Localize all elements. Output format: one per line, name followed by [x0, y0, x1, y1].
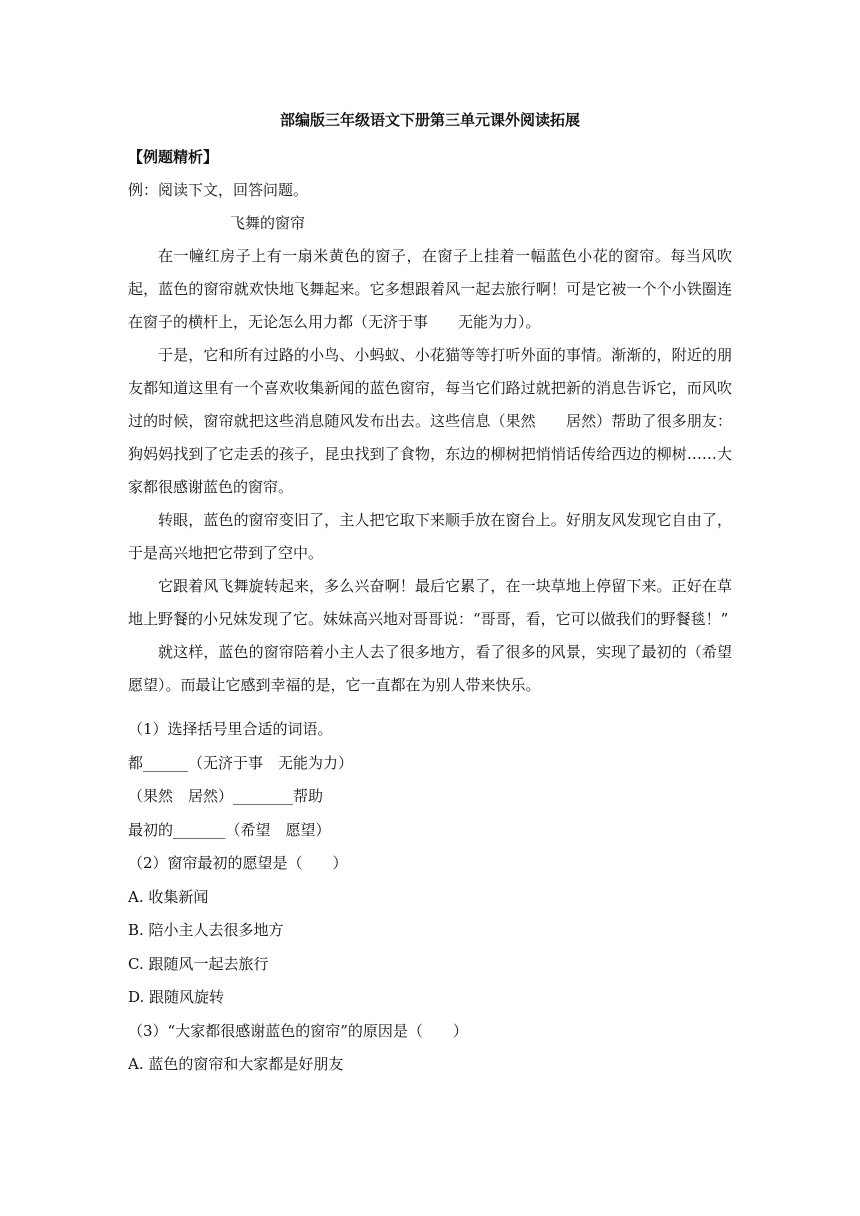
question-1-item: 都______（无济于事 无能为力） — [128, 754, 354, 772]
story-title: 飞舞的窗帘 — [230, 214, 306, 232]
question-1-stem: （1）选择括号里合适的词语。 — [128, 720, 333, 738]
document-title: 部编版三年级语文下册第三单元课外阅读拓展 — [279, 111, 580, 129]
intro-instruction: 例：阅读下文，回答问题。 — [128, 181, 309, 199]
question-1-item: 最初的_______（希望 愿望） — [128, 821, 331, 839]
paragraph-1: 在一幢红房子上有一扇米黄色的窗子，在窗子上挂着一幅蓝色小花的窗帘。每当风吹起，蓝色的窗帘就欢快地飞舞起来。它多想跟着风一起去旅行啊！可是它被一个个小铁圈连在窗子的横杆上，无论怎么用力都（无济于事 无能为力）。 — [128, 247, 732, 331]
question-3-stem: （3）“大家都很感谢蓝色的窗帘”的原因是（ ） — [128, 1022, 468, 1040]
paragraph-2: 于是，它和所有过路的小鸟、小蚂蚁、小花猫等等打听外面的事情。渐渐的，附近的朋友都知道这里有一个喜欢收集新闻的蓝色窗帘，每当它们路过就把新的消息告诉它，而风吹过的时候，窗帘就把这些消息随风发布出去。这些信息（果然 居然）帮助了很多朋友：狗妈妈找到了它走丢的孩子，昆虫找到了食物，东边的柳树把悄悄话传给西边的柳树……大家都很感谢蓝色的窗帘。 — [128, 346, 732, 496]
paragraph-3: 转眼，蓝色的窗帘变旧了，主人把它取下来顺手放在窗台上。好朋友风发现它自由了，于是高兴地把它带到了空中。 — [128, 511, 732, 562]
paragraph-4: 它跟着风飞舞旋转起来，多么兴奋啊！最后它累了，在一块草地上停留下来。正好在草地上野餐的小兄妹发现了它。妹妹高兴地对哥哥说：“哥哥，看，它可以做我们的野餐毯！” — [128, 577, 732, 628]
question-2-option-c: C. 跟随风一起去旅行 — [128, 955, 269, 973]
paragraph-5: 就这样，蓝色的窗帘陪着小主人去了很多地方，看了很多的风景，实现了最初的（希望 愿望）。而最让它感到幸福的是，它一直都在为别人带来快乐。 — [128, 643, 763, 694]
section-header: 【例题精析】 — [128, 148, 219, 166]
question-2-option-a: A. 收集新闻 — [128, 888, 209, 906]
question-2-option-d: D. 跟随风旋转 — [128, 988, 225, 1006]
question-2-stem: （2）窗帘最初的愿望是（ ） — [128, 854, 348, 872]
question-3-option-a: A. 蓝色的窗帘和大家都是好朋友 — [128, 1055, 344, 1073]
question-2-option-b: B. 陪小主人去很多地方 — [128, 921, 284, 939]
question-1-item: （果然 居然）________帮助 — [128, 787, 324, 805]
